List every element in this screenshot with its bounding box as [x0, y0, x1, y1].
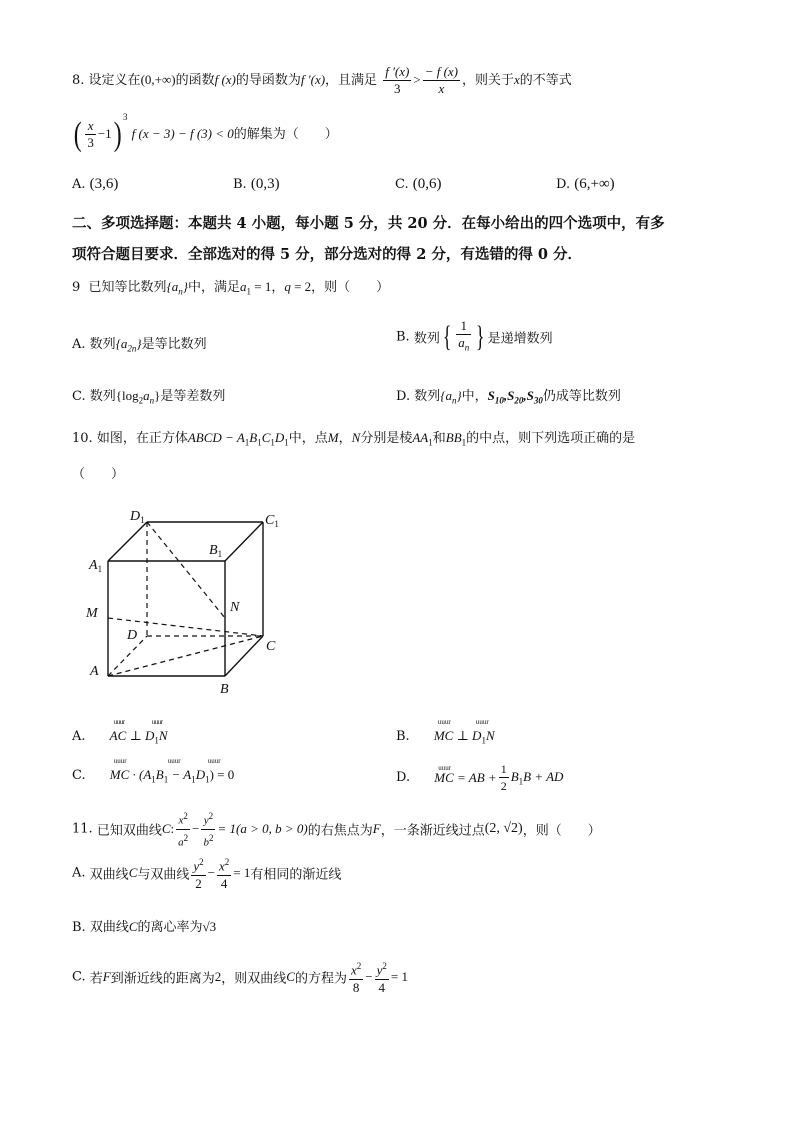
- q11c-frac-y2: $\frac{y^2}{4}$: [375, 958, 389, 996]
- q9-option-a[interactable]: A. 数列$\{a_{2n}\}$是等比数列: [72, 336, 207, 354]
- q11c-frac-x2: $\frac{x^2}{8}$: [349, 958, 363, 996]
- section2-line1: 二、多项选择题：本题共 4 小题，每小题 5 分，共 20 分．在每小给出的四个选项中，有多: [72, 215, 665, 232]
- q8-frac-left: $\frac{f '(x)}{3}$: [385, 64, 410, 96]
- q8-frac-right: $\frac{- f (x)}{x}$: [424, 64, 458, 96]
- q11-option-b[interactable]: B. 双曲线C的离心率为√3: [72, 919, 217, 935]
- q9-stem: 9 已知等比数列$\{a_n\}$中，满足$a_1 = 1$，q = 2，则（ ）: [72, 279, 390, 297]
- svg-text:D1: $D_1$: [130, 509, 145, 525]
- svg-text:C: C: [266, 639, 276, 654]
- svg-text:D: D: [127, 628, 138, 643]
- q11-frac-x2a2: $\frac{x^2}{a^2}$: [176, 808, 190, 850]
- svg-text:A1: $A_1$: [89, 558, 103, 574]
- q8-option-a[interactable]: A. (3,6): [72, 176, 119, 192]
- svg-text:N: N: [230, 600, 240, 615]
- q11-option-c[interactable]: C. 若F到渐近线的距离为2，则双曲线C的方程为 $\frac{x^2}{8}$ − $\frac{y^2}{4}$ = 1: [72, 958, 408, 996]
- cube-figure: [80, 500, 310, 700]
- svg-text:A: A: [90, 664, 99, 679]
- svg-text:C1: $C_1$: [265, 513, 279, 529]
- q10-option-b[interactable]: B. uuur uuur MC ⊥ $D_1N$: [396, 718, 495, 746]
- q11-frac-y2b2: $\frac{y^2}{b^2}$: [201, 808, 215, 850]
- q8-option-d[interactable]: D. (6,+∞): [556, 176, 615, 192]
- q11a-frac-y2: $\frac{y^2}{2}$: [191, 854, 205, 892]
- right-brace: }: [476, 319, 485, 353]
- q11-stem: 11. 已知双曲线C: $\frac{x^2}{a^2}$ − $\frac{y^2}{b^2}$ = 1(a > 0, b > 0)的右焦点为F，一条渐近线过点(2, √2)，则（ ）: [72, 808, 601, 850]
- q8-line2: ( $\frac{x}{3}$ −1) $^3$ f (x − 3) − f (3) < 0的解集为（ ）: [73, 112, 338, 153]
- svg-text:B1: $B_1$: [209, 543, 223, 559]
- q10-option-a[interactable]: A. uuur uuur AC ⊥ $D_1N$: [72, 718, 168, 746]
- q9-option-b[interactable]: B. 数列{ $\frac{1}{a_n}$ } 是递增数列: [396, 318, 553, 356]
- q8-option-b[interactable]: B. (0,3): [233, 176, 280, 192]
- q9-option-d[interactable]: D. 数列$\{a_n\}$中，$S_{10},S_{20},S_{30}$仍成等比数列: [396, 388, 621, 406]
- q11a-frac-x2: $\frac{x^2}{4}$: [217, 854, 231, 892]
- q11-option-a[interactable]: A. 双曲线C与双曲线 $\frac{y^2}{2}$ − $\frac{x^2}{4}$ = 1有相同的渐近线: [72, 854, 341, 892]
- q10-answer-paren: （ ）: [72, 467, 125, 482]
- q10-frac-half: $\frac{1}{2}$: [500, 762, 507, 793]
- edge-a1-d1: [108, 522, 147, 561]
- svg-text:B: B: [220, 682, 229, 697]
- q9-frac-1-an: $\frac{1}{a_n}$: [458, 318, 470, 353]
- q8-frac-x3: $\frac{x}{3}$: [87, 118, 94, 150]
- segment-d1-n: [147, 522, 225, 618]
- edge-c1-b1: [225, 522, 263, 561]
- left-paren: (: [73, 115, 82, 153]
- svg-text:M: M: [86, 606, 98, 621]
- q8-option-c[interactable]: C. (0,6): [395, 176, 442, 192]
- q8-line1: 8. 设定义在(0,+∞)的函数f (x)的导函数为f ′(x)，且满足 $\frac{f '(x)}{3}$ > $\frac{- f (x)}{x}$ ，则关于x的不等式: [72, 64, 572, 96]
- left-brace: {: [442, 319, 452, 353]
- q9-option-c[interactable]: C. 数列$\{\log_2a_n\}$是等差数列: [72, 388, 226, 406]
- q10-option-d[interactable]: D. uuur MC = AB + $\frac{1}{2}$ $B_1B$ + AD: [396, 762, 564, 793]
- section2-line2: 项符合题目要求．全部选对的得 5 分，部分选对的得 2 分，有选错的得 0 分．: [72, 246, 583, 263]
- q10-option-c[interactable]: C. uuur uuur uuur MC · $(A_1B_1 - A_1D_1) = 0$: [72, 757, 235, 785]
- edge-c-b: [225, 636, 263, 676]
- right-paren: ): [113, 115, 122, 153]
- q10-stem: 10. 如图，在正方体ABCD − $A_1B_1C_1D_1$中，点M，N分别是棱$AA_1$和$BB_1$的中点，则下列选项正确的是: [72, 430, 636, 448]
